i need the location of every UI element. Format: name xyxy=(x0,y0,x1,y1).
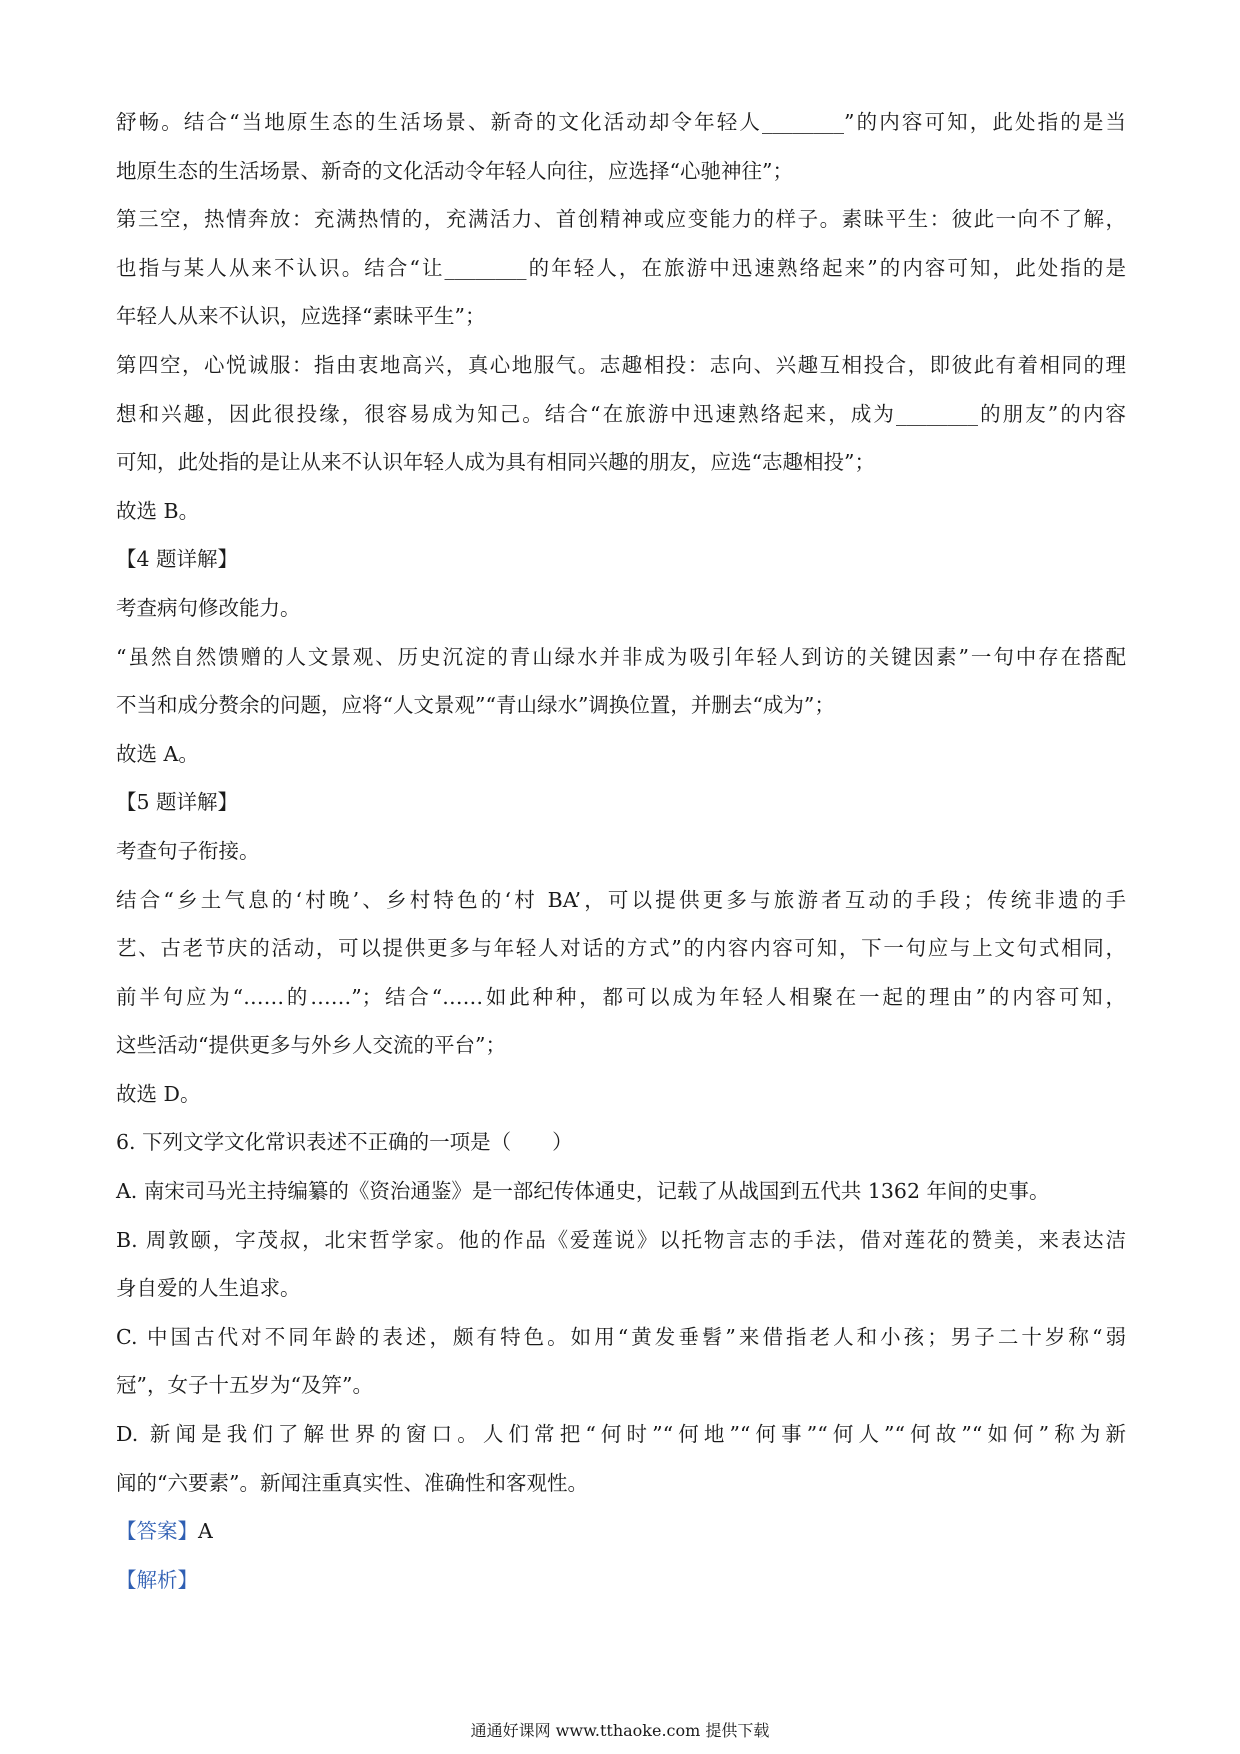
option-d-cont: 闻的“六要素”。新闻注重真实性、准确性和客观性。 xyxy=(116,1470,588,1495)
answer-line xyxy=(116,1507,1126,1556)
text-line: 考查病句修改能力。 xyxy=(116,595,301,620)
text-line: 结合“乡土气息的‘村晚’、乡村特色的‘村 BA’，可以提供更多与旅游者互动的手段；传统非遗的手 xyxy=(116,887,1126,912)
option-d: D. 新闻是我们了解世界的窗口。人们常把“何时”“何地”“何事”“何人”“何故”“如何”称为新 xyxy=(116,1422,1126,1447)
option-c: C. 中国古代对不同年龄的表述，颇有特色。如用“黄发垂髫”来借指老人和小孩；男子二十岁称“弱 xyxy=(116,1324,1126,1349)
text-line: 故选 B。 xyxy=(116,498,200,523)
page-footer: 通通好课网 www.tthaoke.com 提供下载 xyxy=(470,1721,770,1740)
option-c-cont: 冠”，女子十五岁为“及笄”。 xyxy=(116,1373,373,1398)
section-heading-q4: 【4 题详解】 xyxy=(116,547,239,572)
text-line: 前半句应为“……的……”；结合“……如此种种，都可以成为年轻人相聚在一起的理由”的内容可知， xyxy=(116,984,1126,1009)
text-line: 艺、古老节庆的活动，可以提供更多与年轻人对话的方式”的内容内容可知，下一句应与上文句式相同， xyxy=(116,936,1126,961)
text-line: “虽然自然馈赠的人文景观、历史沉淀的青山绿水并非成为吸引年轻人到访的关键因素”一句中存在搭配 xyxy=(116,644,1126,669)
text-line: 第四空，心悦诚服：指由衷地高兴，真心地服气。志趣相投：志向、兴趣互相投合，即彼此有着相同的理 xyxy=(116,352,1126,377)
text-line: 考查句子衔接。 xyxy=(116,838,260,863)
text-line: 地原生态的生活场景、新奇的文化活动令年轻人向往，应选择“心驰神往”； xyxy=(116,158,793,183)
option-b-cont: 身自爱的人生追求。 xyxy=(116,1276,301,1301)
text-line: 可知，此处指的是让从来不认识年轻人成为具有相同兴趣的朋友，应选“志趣相投”； xyxy=(116,450,875,475)
option-a: A. 南宋司马光主持编纂的《资治通鉴》是一部纪传体通史，记载了从战国到五代共 1362 年间的史事。 xyxy=(116,1179,1050,1204)
text-line: 故选 A。 xyxy=(116,741,199,766)
document-body xyxy=(116,98,1126,1604)
text-line: 也指与某人从来不认识。结合“让________的年轻人，在旅游中迅速熟络起来”的内容可知，此处指的是 xyxy=(116,255,1126,280)
analysis-line xyxy=(116,1556,1126,1605)
analysis-label: 【解析】 xyxy=(116,1567,198,1592)
text-line: 舒畅。结合“当地原生态的生活场景、新奇的文化活动却令年轻人________”的内容可知，此处指的是当 xyxy=(116,110,1126,134)
section-heading-q5: 【5 题详解】 xyxy=(116,790,239,815)
text-line: 第三空，热情奔放：充满热情的，充满活力、首创精神或应变能力的样子。素昧平生：彼此一向不了解， xyxy=(116,207,1126,232)
text-line: 这些活动“提供更多与外乡人交流的平台”； xyxy=(116,1033,506,1058)
option-b: B. 周敦颐，字茂叔，北宋哲学家。他的作品《爱莲说》以托物言志的手法，借对莲花的赞美，来表达洁 xyxy=(116,1227,1126,1252)
text-line: 不当和成分赘余的问题，应将“人文景观”“青山绿水”调换位置，并删去“成为”； xyxy=(116,693,835,718)
answer-value: A xyxy=(198,1519,213,1544)
text-line: 年轻人从来不认识，应选择“素昧平生”； xyxy=(116,304,486,329)
text-line: 想和兴趣，因此很投缘，很容易成为知己。结合“在旅游中迅速熟络起来，成为________的朋友”的内容 xyxy=(116,401,1126,426)
answer-label: 【答案】 xyxy=(116,1519,198,1544)
text-line: 故选 D。 xyxy=(116,1081,201,1106)
question-6-stem: 6. 下列文学文化常识表述不正确的一项是（ ） xyxy=(116,1130,573,1155)
